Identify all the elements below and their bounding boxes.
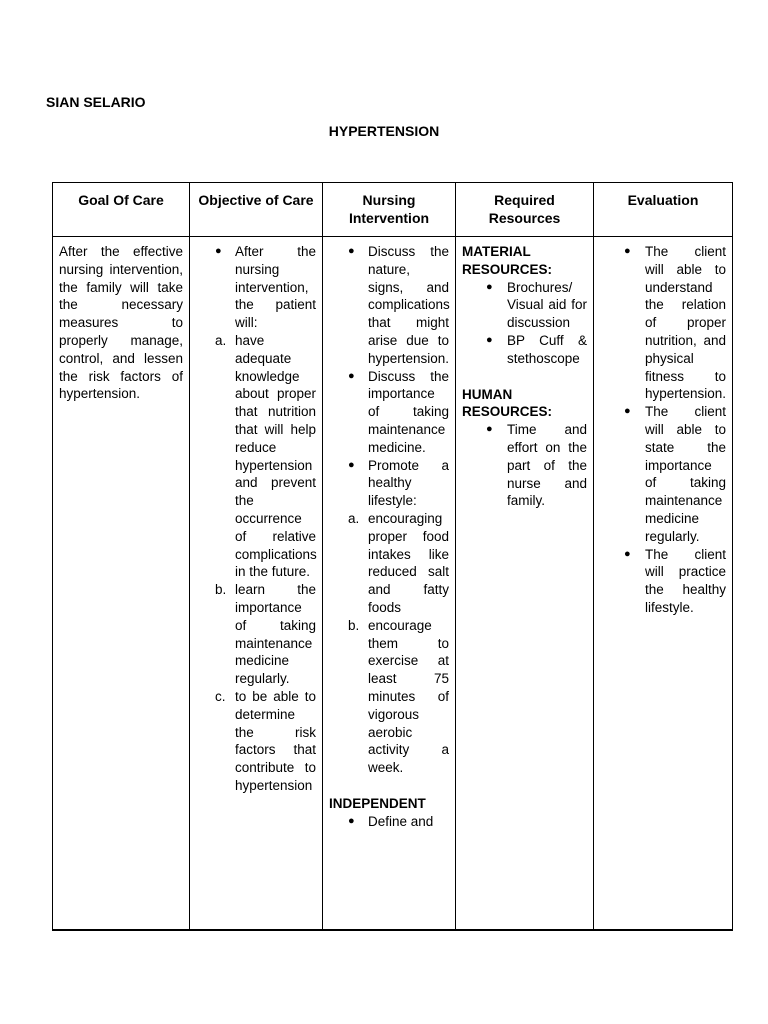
evaluation-cell [594, 237, 733, 931]
objective-intro: ● After the nursing intervention, the patient will: [196, 243, 316, 332]
material-resource-item: ● Brochures/ Visual aid for discussion [462, 279, 587, 332]
goal-text: After the effective nursing intervention, the family will take the necessary measures to properly manage, control, and lessen the risk factors of hypertension. [59, 244, 183, 402]
header-objective-of-care: Objective of Care [190, 183, 323, 237]
author-name: SIAN SELARIO [46, 94, 146, 110]
intervention-item: ● Discuss the importance of taking maintenance medicine. [329, 368, 449, 457]
intervention-item: ● Promote a healthy lifestyle: [329, 457, 449, 510]
intervention-item: ● Define and [329, 813, 449, 831]
intervention-item: ● Discuss the nature, signs, and complications that might arise due to hypertension. [329, 243, 449, 368]
objective-item: b. learn the importance of taking maintenance medicine regularly. [215, 582, 316, 687]
independent-heading: INDEPENDENT [329, 795, 426, 811]
resources-cell [456, 237, 594, 931]
material-resource-item: ● BP Cuff & stethoscope [462, 332, 587, 368]
document-title: HYPERTENSION [328, 123, 440, 139]
goal-cell [53, 237, 190, 931]
objective-item: a. have adequate knowledge about proper that nutrition that will help reduce hypertension and prevent the occurrence of relative complications in the future. [215, 332, 317, 580]
objective-item: c. to be able to determine the risk factors that contribute to hypertension [215, 688, 316, 793]
evaluation-item: ● The client will able to state the importance of taking maintenance medicine regularly. [600, 403, 726, 545]
nursing-care-plan-table [52, 182, 733, 931]
intervention-cell [323, 237, 456, 931]
table-row [53, 237, 733, 931]
header-nursing-intervention: Nursing Intervention [323, 183, 456, 237]
human-resources-heading: HUMAN RESOURCES: [462, 386, 553, 420]
intervention-sub-item: a. encouraging proper food intakes like reduced salt and fatty foods [348, 510, 449, 615]
header-required-resources: Required Resources [456, 183, 594, 237]
material-resources-heading: MATERIAL RESOURCES: [462, 244, 553, 277]
intervention-sub-item: b. encourage them to exercise at least 75 minutes of vigorous aerobic activity a week. [348, 617, 449, 776]
evaluation-item: ● The client will able to understand the relation of proper nutrition, and physical fitness to hypertension. [600, 243, 726, 403]
evaluation-item: ● The client will practice the healthy lifestyle. [600, 546, 726, 617]
header-evaluation: Evaluation [594, 183, 733, 237]
human-resource-item: ● Time and effort on the part of the nurse and family. [462, 421, 587, 510]
table-header-row [53, 183, 733, 237]
header-goal-of-care: Goal Of Care [53, 183, 190, 237]
objective-cell [190, 237, 323, 931]
